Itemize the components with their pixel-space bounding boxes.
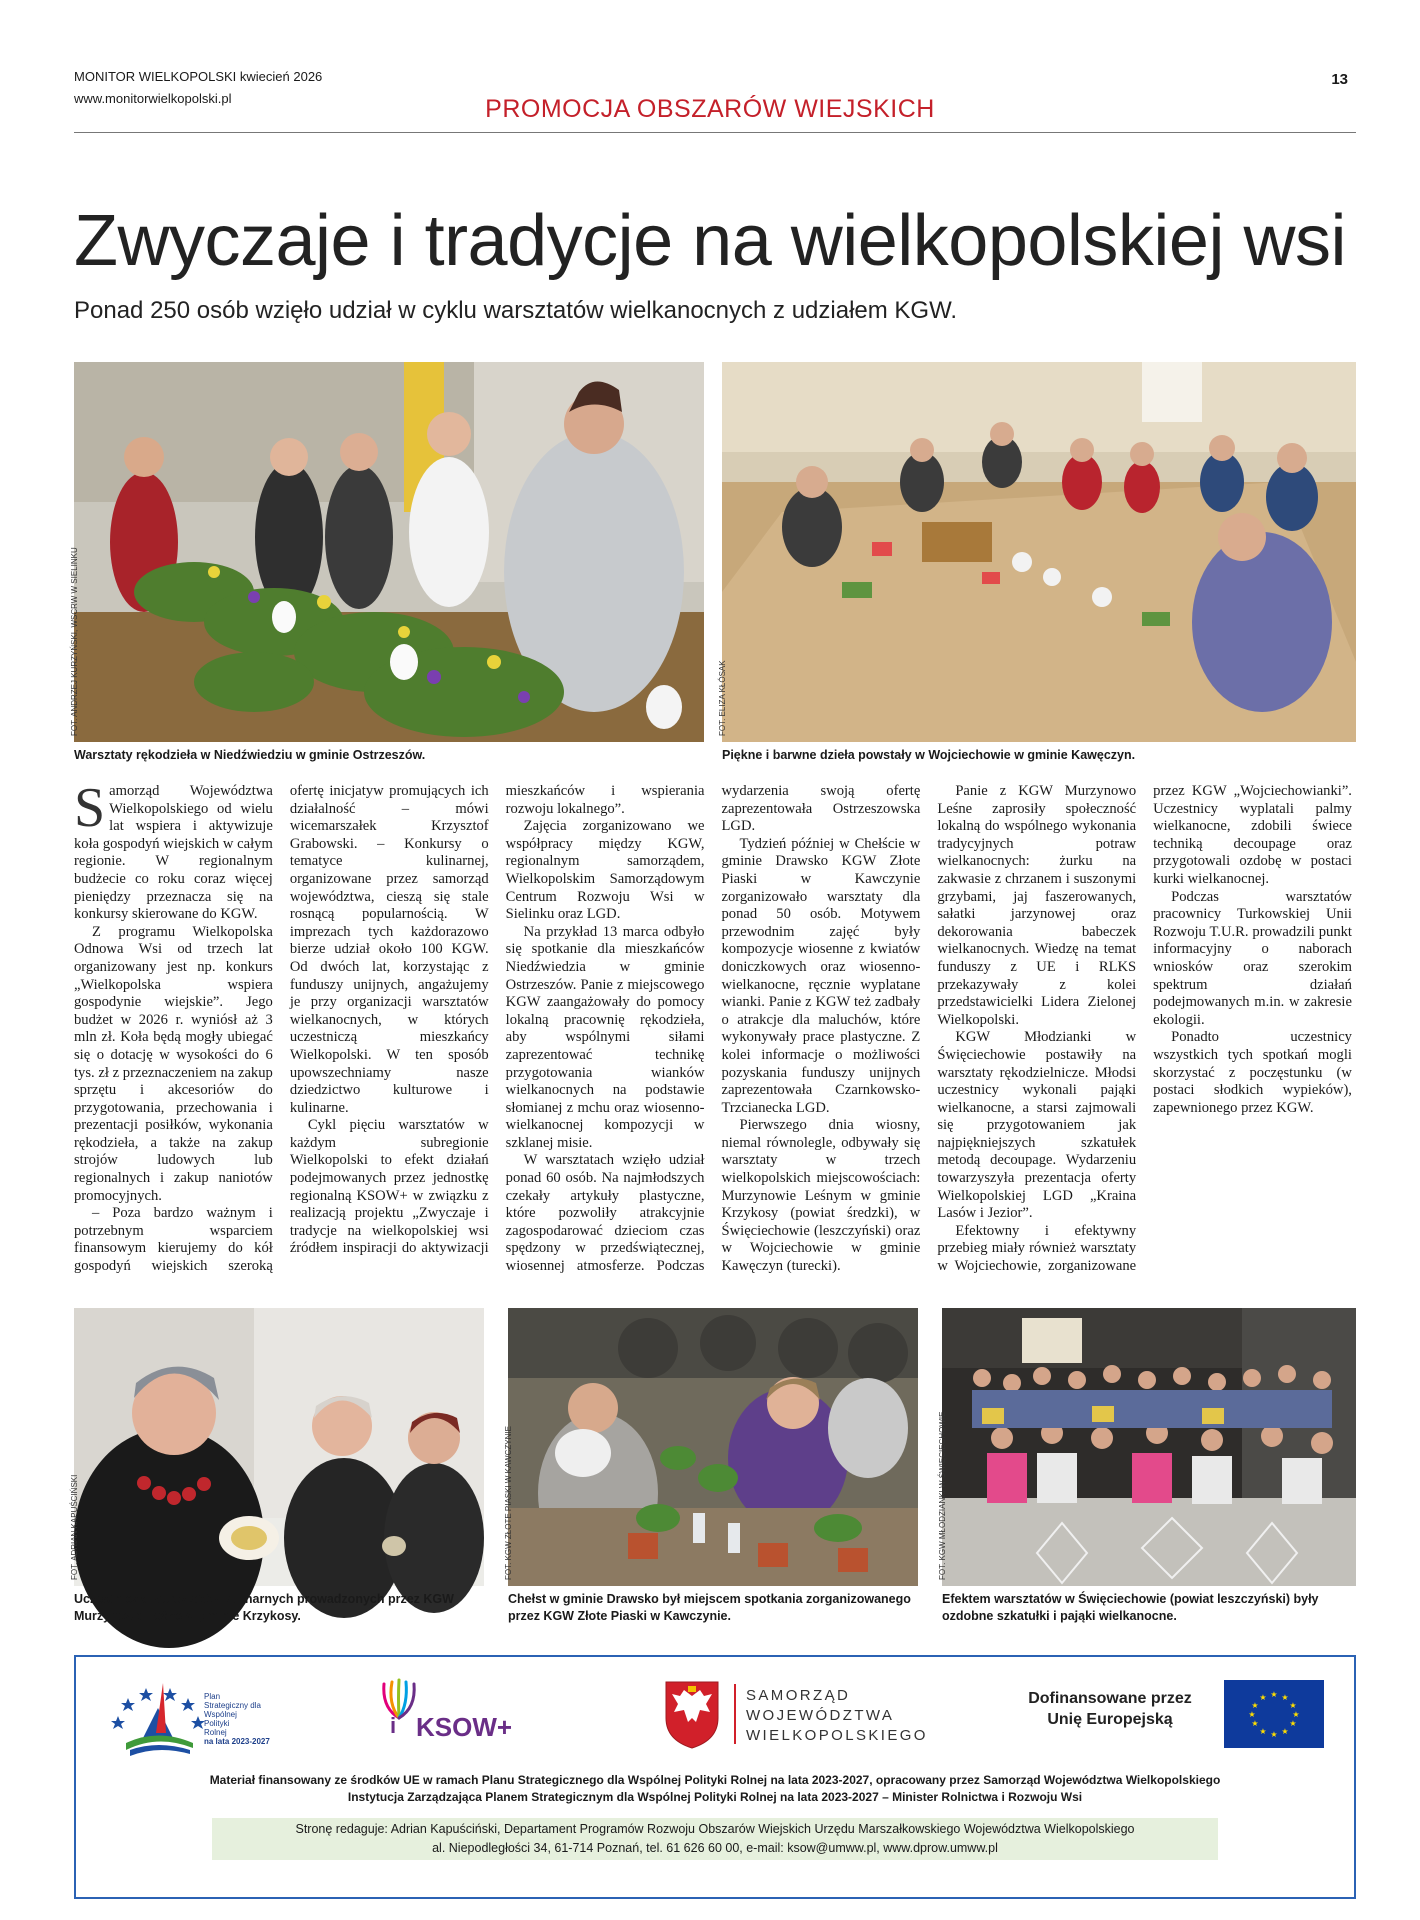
page-number: 13 [1331, 71, 1348, 88]
article-paragraph: W warsztatach wzięło udział ponad 60 osób. Na najmłodszych czekały artykuły plastyczne, które pozwoliły atrakcyjnie zagospodarować dzieciom czas spędzony w przedświątecznej, wiosennej atmosferze. Podczas wydarzenia swoją ofertę zaprezentowała Ostrzeszowska LGD. [505, 783, 921, 1275]
financing-line: Instytucja Zarządzająca Planem Strategicznym dla Wspólnej Polityki Rolnej na lata 2023-2027 – Minister Rolnictwa i Rozwoju Wsi [347, 1790, 1083, 1804]
plan-strategiczny-emblem-icon [108, 1668, 208, 1758]
photo-swieciechowo [938, 1308, 1356, 1586]
samorzad-line: WOJEWÓDZTWA [746, 1707, 895, 1724]
photo-wojciechowo-credit: FOT. ELIZA KŁÓSAK [718, 660, 727, 736]
article-paragraph: Z programu Wielkopolska Odnowa Wsi od trzech lat organizowany jest np. konkurs „Wielkopolska wspiera gospodynie wiejskie”. Jego budżet w 2026 r. wyniósł aż 3 mln zł. Koła będą mogły ubiegać się o dotację w wysokości do 6 tys. zł z przeznaczeniem na zakup sprzętu i akcesoriów do przygotowania, przechowania i prezentacji posiłków, wykonania rękodzieła, a także na zakup strojów ludowych lub regionalnych i zakup naniotów promocyjnych. [74, 923, 273, 1204]
plan-logo-line: Wspólnej [204, 1710, 237, 1719]
photo-swieciechowo-credit: FOT. KGW MŁODZIANKI W ŚWIĘCIECHOWIE [938, 1411, 947, 1580]
photo-murzynowo-credit: FOT. ADRIAN KAPUŚCIŃSKI [70, 1474, 79, 1580]
samorzad-logo [662, 1678, 932, 1750]
svg-text:★: ★ [1259, 1727, 1267, 1736]
photo-chelst-credit: FOT. KGW ZŁOTE PIASKI W KAWCZYNIE [504, 1426, 513, 1580]
samorzad-line: WIELKOPOLSKIEGO [746, 1727, 928, 1744]
publication-name: MONITOR WIELKOPOLSKI kwiecień 2026 [74, 69, 323, 84]
eu-text-line1: Dofinansowane przez [1028, 1690, 1192, 1707]
photo-niedzwiedz [70, 362, 704, 742]
header-rule [74, 132, 1356, 133]
article-paragraph: Pierwszego dnia wiosny, niemal równolegle, odbywały się warsztaty w trzech wielkopolskich miejscowościach: Murzynowie Leśnym w gminie Krzykosy (powiat średzki), w Święciechowie (leszczyński) oraz w Wojciechowie w gminie Kawęczyn (turecki). [721, 1117, 921, 1275]
article-paragraph: Ponadto uczestnicy wszystkich tych spotkań mogli skorzystać z poczęstunku (w postaci słodkich wypieków), zapewnionego przez KGW. [1153, 1029, 1352, 1116]
photo-murzynowo-image [74, 1308, 484, 1586]
eu-logo [1010, 1680, 1328, 1750]
svg-text:★: ★ [1251, 1701, 1259, 1710]
plan-logo-line: Strategiczny dla [204, 1701, 261, 1710]
plan-logo-line: Rolnej [204, 1728, 227, 1737]
article-lead: Ponad 250 osób wzięło udział w cyklu warsztatów wielkanocnych z udziałem KGW. [74, 297, 958, 324]
svg-text:★: ★ [1270, 1730, 1278, 1739]
dropcap: S [74, 777, 106, 839]
svg-text:★: ★ [1281, 1693, 1289, 1702]
photo-chelst [504, 1308, 918, 1586]
plan-strategiczny-logo [108, 1668, 288, 1758]
ksow-logo [376, 1678, 536, 1748]
article-paragraph: Zajęcia zorganizowano we współpracy między KGW, regionalnym samorządem, Wielkopolskim Samorządowym Centrum Rozwoju Wsi w Sielinku oraz LGD. [505, 818, 705, 923]
article-title: Zwyczaje i tradycje na wielkopolskiej wsi [74, 201, 1346, 281]
samorzad-divider [734, 1684, 736, 1744]
svg-text:i: i [390, 1713, 397, 1738]
section-title: PROMOCJA OBSZARÓW WIEJSKICH [485, 95, 935, 123]
photo-murzynowo [70, 1308, 484, 1586]
editor-contact-line[interactable]: al. Niepodległości 34, 61-714 Poznań, tel. 61 626 60 00, e-mail: ksow@umww.pl, www.dprow.umww.pl [432, 1841, 998, 1855]
article-paragraph: Tydzień później w Chełście w gminie Drawsko KGW Złote Piaski w Kawczynie zorganizowało warsztaty dla ponad 50 osób. Motywem przewodnim zajęć były kompozycje wiosenne z kwiatów doniczkowych oraz wiosenno-wielkanocne, ręcznie wyplatane wianki. Panie z KGW też zadbały o atrakcje dla maluchów, które wykonywały prace plastyczne. Z kolei informacje o możliwości pozyskania funduszy unijnych zaprezentowała Czarnkowsko-Trzcianecka LGD. [721, 835, 921, 1116]
editor-line: Stronę redaguje: Adrian Kapuściński, Departament Programów Rozwoju Obszarów Wiejskich Urzędu Marszałkowskiego Województwa Wielkopolskiego [295, 1822, 1135, 1836]
plan-logo-line: Plan [204, 1692, 221, 1701]
publication-url[interactable]: www.monitorwielkopolski.pl [74, 91, 232, 106]
financing-line: Materiał finansowany ze środków UE w ramach Planu Strategicznego dla Wspólnej Polityki Rolnej na lata 2023-2027, opracowany przez Samorząd Województwa Wielkopolskiego [209, 1773, 1221, 1787]
photo-swieciechowo-caption: Efektem warsztatów w Święciechowie (powiat leszczyński) były ozdobne szkatułki i pająki wielkanocne. [942, 1592, 1319, 1623]
eu-flag-icon [1224, 1680, 1324, 1748]
photo-chelst-caption: Chełst w gminie Drawsko był miejscem spotkania zorganizowanego przez KGW Złote Piaski w Kawczynie. [508, 1592, 911, 1623]
svg-text:★: ★ [1281, 1727, 1289, 1736]
article-body [74, 777, 1352, 1293]
svg-text:★: ★ [1270, 1690, 1278, 1699]
photo-wojciechowo-image [722, 362, 1356, 742]
photo-swieciechowo-image [942, 1308, 1356, 1586]
article-paragraph: Podczas warsztatów pracownicy Turkowskiej Unii Rozwoju T.U.R. prowadzili punkt informacyjny o naborach wniosków oraz szerokim spektrum działań podejmowanych m.in. w zakresie ekologii. [1153, 888, 1352, 1028]
financing-note [74, 1772, 1356, 1806]
photo-chelst-image [508, 1308, 918, 1586]
photo-niedzwiedz-image [74, 362, 704, 742]
eu-text-line2: Unię Europejską [1047, 1711, 1173, 1728]
article-paragraph: Efektowny i efektywny przebieg miały również warsztaty w Wojciechowie, zorganizowane przez KGW „Wojciechowianki”. Uczestnicy wyplatali palmy wielkanocne, zdobili świece techniką decoupage oraz przygotowali ozdobę w postaci kurki wielkanocnej. [937, 783, 1352, 1275]
photo-wojciechowo-caption: Piękne i barwne dzieła powstały w Wojciechowie w gminie Kawęczyn. [722, 748, 1136, 762]
plan-logo-line: na lata 2023-2027 [204, 1737, 270, 1746]
photo-wojciechowo [718, 362, 1356, 742]
svg-text:★: ★ [1259, 1693, 1267, 1702]
photo-murzynowo-caption: Uczestniczki warsztatów kulinarnych prowadzonych przez KGW Murzynowo Leśne w gminie Krzykosy. [74, 1592, 454, 1623]
samorzad-line: SAMORZĄD [746, 1687, 851, 1704]
wielkopolska-coat-of-arms-icon [662, 1678, 722, 1750]
svg-text:★: ★ [1289, 1701, 1297, 1710]
plan-logo-line: Polityki [204, 1719, 230, 1728]
article-paragraph: KGW Młodzianki w Święciechowie postawiły na warsztaty rękodzielnicze. Młodsi uczestnicy wykonali pająki wielkanocne, a starsi zajmowali się przygotowaniem jak najpiękniejszych szkatułek metodą decoupage. Wydarzeniu towarzyszyła prezentacja oferty Wielkopolskiej LGD „Kraina Lasów i Jezior”. [937, 1029, 1137, 1222]
article-paragraph: Na przykład 13 marca odbyło się spotkanie dla mieszkańców Niedźwiedzia w gminie Ostrzeszów. Panie z miejscowego KGW zaangażowały do pomocy lokalną pracownię rękodzieła, aby wspólnymi siłami zaprezentować technikę przygotowania wianków wielkanocnych na podstawie słomianej z mchu oraz wiosenno-wielkanocnej kompozycji w szklanej misie. [505, 923, 705, 1151]
editor-info [212, 1818, 1218, 1860]
svg-text:★: ★ [1251, 1719, 1259, 1728]
article-paragraph: Samorząd Województwa Wielkopolskiego od wielu lat wspiera i aktywizuje koła gospodyń wiejskich w całym regionie. W regionalnym budżecie co roku coraz więcej pieniędzy przeznacza się na konkursy skierowane do KGW. [74, 777, 273, 923]
article-paragraph: Cykl pięciu warsztatów w każdym subregionie Wielkopolski to efekt działań podejmowanych przez jednostkę regionalną KSOW+ w związku z realizacją projektu „Zwyczaje i tradycje na wielkopolskiej wsi źródłem inspiracji do aktywizacji mieszkańców i wspierania rozwoju lokalnego”. [289, 783, 705, 1257]
ksow-logo-text: KSOW+ [416, 1712, 513, 1742]
svg-text:★: ★ [1289, 1719, 1297, 1728]
svg-text:★: ★ [1292, 1710, 1300, 1719]
photo-niedzwiedz-caption: Warsztaty rękodzieła w Niedźwiedziu w gminie Ostrzeszów. [74, 748, 426, 762]
article-paragraph: – Poza bardzo ważnym i potrzebnym wsparciem finansowym kierujemy do kół gospodyń wiejskich szeroką ofertę inicjatyw promujących ich działalność – mówi wicemarszałek Krzysztof Grabowski. – Konkursy o tematyce kulinarnej, organizowane przez samorząd województwa, cieszą się stale rosnącą popularnością. W imprezach tych każdorazowo bierze udział około 100 KGW. Od dwóch lat, korzystając z funduszy unijnych, angażujemy je przy organizacji warsztatów wielkanocnych, w których uczestniczą mieszkańcy Wielkopolski. W ten sposób upowszechniamy nasze dziedzictwo kulturowe i kulinarne. [74, 783, 489, 1275]
article-paragraph: Panie z KGW Murzynowo Leśne zaprosiły społeczność lokalną do wspólnego wykonania tradycyjnych potraw wielkanocnych: żurku na zakwasie z chrzanem i suszonymi grzybami, jaj faszerowanych, sałatki jarzynowej oraz dekorowania babeczek wielkanocnych. Wiedzę na temat funduszy z UE i RLKS przekazywały z kolei przedstawicielki Lidera Zielonej Wielkopolski. [937, 783, 1137, 1028]
photo-niedzwiedz-credit: FOT. ANDRZEJ KURZYŃSKI, WSCRW W SIELINKU [70, 547, 79, 736]
svg-text:★: ★ [1248, 1710, 1256, 1719]
